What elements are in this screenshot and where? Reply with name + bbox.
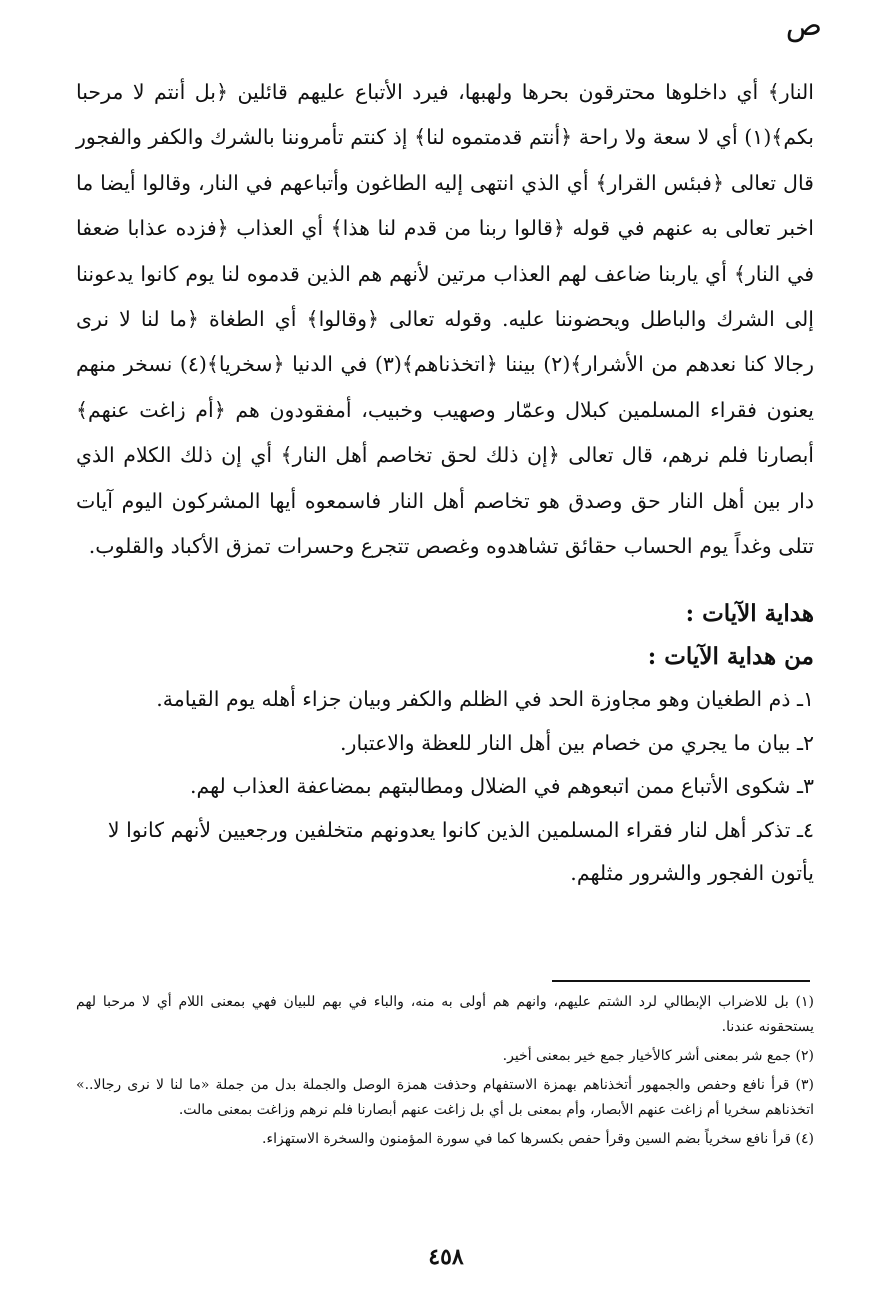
guidance-item-4: ٤ـ تذكر أهل لنار فقراء المسلمين الذين كانوا يعدونهم متخلفين ورجعيين لأنهم كانوا لا يأتون الفجور والشرور مثلهم. xyxy=(107,817,814,885)
guidance-subheading: من هداية الآيات : xyxy=(647,643,814,670)
footnote-3: (٣) قرأ نافع وحفص والجمهور أتخذناهم بهمزة الاستفهام وحذفت همزة الوصل والجملة بدل من جملة «ما لنا لا نرى رجالا..» اتخذناهم سخريا أم زاغت عنهم الأبصار، وأم بمعنى بل أي بل زاغت عنهم أبصارنا فلم نرهم وزاغت بمعنى مالت. xyxy=(76,1077,814,1118)
footnote-divider xyxy=(552,980,810,982)
footnote-2: (٢) جمع شر بمعنى أشر كالأخيار جمع خير بمعنى أخير. xyxy=(502,1048,814,1064)
guidance-heading: هداية الآيات : xyxy=(685,600,814,627)
footnote-4: (٤) قرأ نافع سخرياً بضم السين وقرأ حفص بكسرها كما في سورة المؤمنون والسخرة الاستهزاء. xyxy=(262,1131,814,1147)
header-mark: ص xyxy=(785,8,822,43)
guidance-list xyxy=(76,678,814,896)
footnotes xyxy=(76,990,814,1156)
guidance-item-2: ٢ـ بيان ما يجري من خصام بين أهل النار للعظة والاعتبار. xyxy=(340,730,814,755)
footnote-1: (١) بل للاضراب الإبطالي لرد الشتم عليهم، وانهم هم أولى به منه، والباء في بهم للبيان فهي بمعنى اللام أي لا مرحبا لهم يستحقونه عندنا. xyxy=(76,994,814,1035)
page-number: ٤٥٨ xyxy=(428,1244,464,1270)
body-paragraph: النار﴾ أي داخلوها محترقون بحرها ولهبها، فيرد الأتباع عليهم قائلين ﴿بل أنتم لا مرحبا بكم﴾(١) أي لا سعة ولا راحة ﴿أنتم قدمتموه لنا﴾ إذ كنتم تأمروننا بالشرك والكفر والفجور قال تعالى ﴿فبئس القرار﴾ أي الذي انتهى إليه الطاغون وأتباعهم في النار، وقالوا أيضا ما اخبر تعالى به عنهم في قوله ﴿قالوا ربنا من قدم لنا هذا﴾ أي العذاب ﴿فزده عذابا ضعفا في النار﴾ أي ياربنا ضاعف لهم العذاب مرتين لأنهم هم الذين قدموه لنا يوم كانوا يدعوننا إلى الشرك والباطل ويحضوننا عليه. وقوله تعالى ﴿وقالوا﴾ أي الطغاة ﴿ما لنا لا نرى رجالا كنا نعدهم من الأشرار﴾(٢) بيننا ﴿اتخذناهم﴾(٣) في الدنيا ﴿سخريا﴾(٤) نسخر منهم يعنون فقراء المسلمين كبلال وعمّار وصهيب وخبيب، أمفقودون هم ﴿أم زاغت عنهم﴾ أبصارنا فلم نرهم، قال تعالى ﴿إن ذلك لحق تخاصم أهل النار﴾ أي إن ذلك الكلام الذي دار بين أهل النار حق وصدق هو تخاصم أهل النار فاسمعوه أيها المشركون اليوم آيات تتلى وغداً يوم الحساب حقائق تشاهدوه وغصص تتجرع وحسرات تمزق الأكباد والقلوب. xyxy=(76,80,814,559)
guidance-section xyxy=(76,592,814,896)
guidance-item-1: ١ـ ذم الطغيان وهو مجاوزة الحد في الظلم والكفر وبيان جزاء أهله يوم القيامة. xyxy=(156,687,814,711)
body-text xyxy=(76,70,814,569)
guidance-item-3: ٣ـ شكوى الأتباع ممن اتبعوهم في الضلال ومطالبتهم بمضاعفة العذاب لهم. xyxy=(189,774,814,798)
